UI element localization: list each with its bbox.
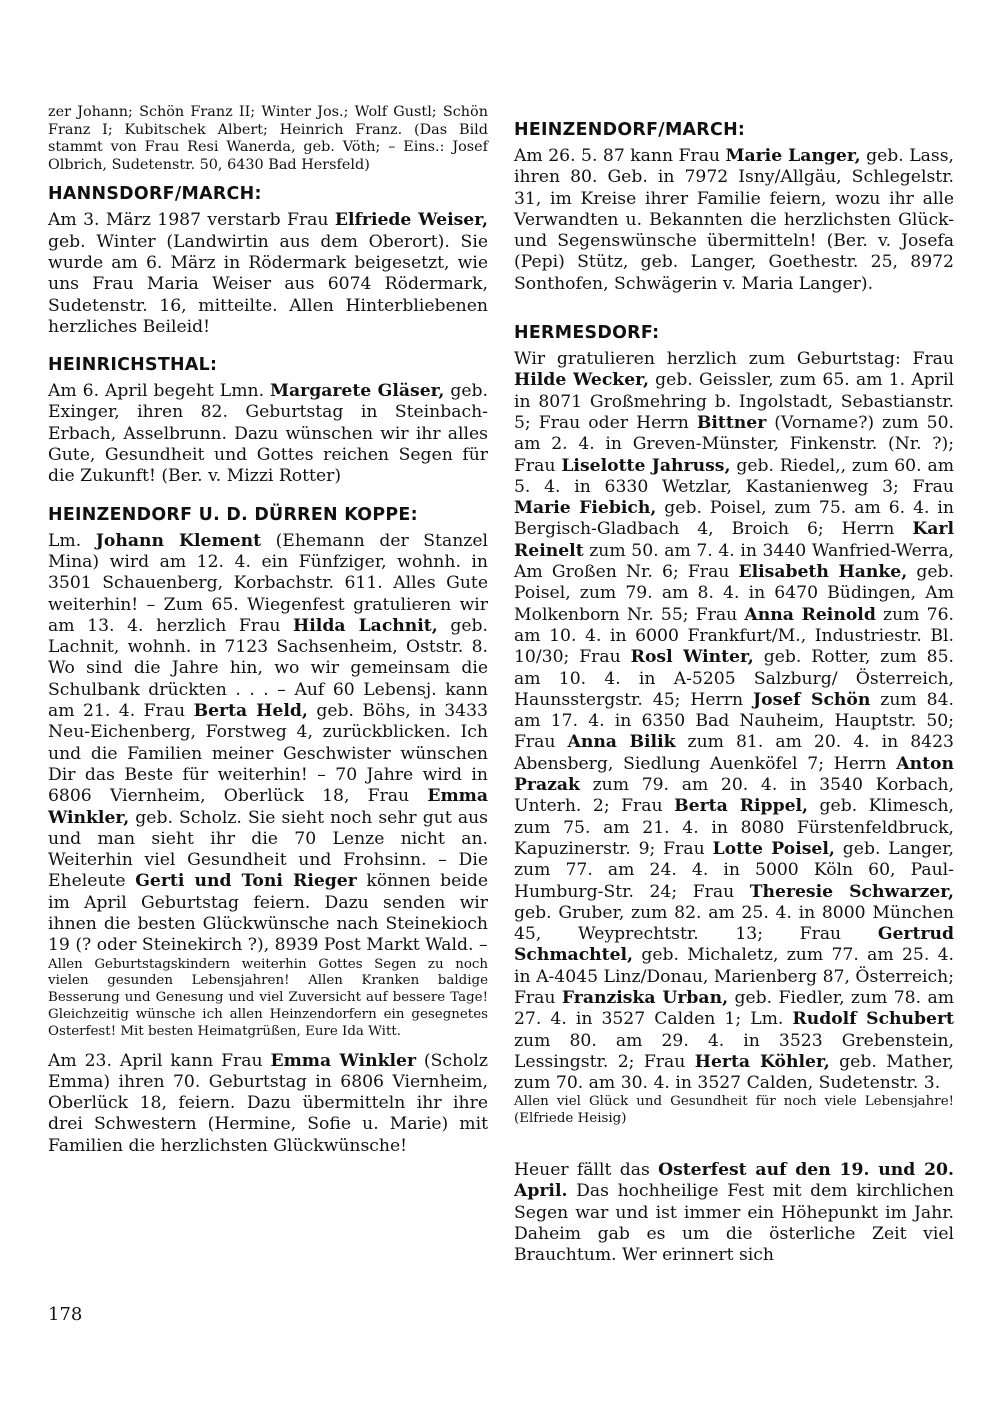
heinrichsthal-paragraph: Am 6. April begeht Lmn. Margarete Gläser, geb. Exinger, ihren 82. Geburtstag in Steinbach-Erbach, Asselbrunn. Dazu wünschen wir ihr alles Gute, Gesundheit und Gottes reichen Segen für die Zukunft! (Ber. v. Mizzi Rotter) [48, 381, 488, 487]
name-highlight: Bittner [696, 412, 767, 433]
hermesdorf-paragraph: Wir gratulieren herzlich zum Geburtstag: Frau Hilde Wecker, geb. Geissler, zum 65. am 1. April in 8071 Großmehring b. Ingolstadt, Sebastianstr. 5; Frau oder Herrn Bittner (Vorname?) zum 50. am 2. 4. in Greven-Münster, Finkenstr. (Nr. ?); Frau Liselotte Jahruss, geb. Riedel,, zum 60. am 5. 4. in 6330 Wetzlar, Kastanienweg 3; Frau Marie Fiebich, geb. Poisel, zum 75. am 6. 4. in Bergisch-Gladbach 4, Broich 6; Herrn Karl Reinelt zum 50. am 7. 4. in 3440 Wanfried-Werra, Am Großen Nr. 6; Frau Elisabeth Hanke, geb. Poisel, zum 79. am 8. 4. in 6470 Büdingen, Am Molkenborn Nr. 55; Frau Anna Reinold zum 76. am 10. 4. in 6000 Frankfurt/M., Industriestr. Bl. 10/30; Frau Rosl Winter, geb. Rotter, zum 85. am 10. 4. in A-5205 Salzburg/ Österreich, Haunsstergstr. 45; Herrn Josef Schön zum 84. am 17. 4. in 6350 Bad Nauheim, Hauptstr. 50; Frau Anna Bilik zum 81. am 20. 4. in 8423 Abensberg, Siedlung Auenköfel 7; Herrn Anton Prazak zum 79. am 20. 4. in 3540 Korbach, Unterh. 2; Frau Berta Rippel, geb. Klimesch, zum 75. am 21. 4. in 8080 Fürstenfeldbruck, Kapuzinerstr. 9; Frau Lotte Poisel, geb. Langer, zum 77. am 24. 4. in 5000 Köln 60, Paul-Humburg-Str. 24; Frau Theresie Schwarzer, geb. Gruber, zum 82. am 25. 4. in 8000 München 45, Weyprechtstr. 13; Frau Gertrud Schmachtel, geb. Michaletz, zum 77. am 25. 4. in A-4045 Linz/Donau, Marienberg 87, Österreich; Frau Franziska Urban, geb. Fiedler, zum 78. am 27. 4. in 3527 Calden 1; Lm. Rudolf Schubert zum 80. am 29. 4. in 3523 Grebenstein, Lessingstr. 2; Frau Herta Köhler, geb. Mather, zum 70. am 30. 4. in 3527 Calden, Sudetenstr. 3. [514, 349, 955, 1094]
name-highlight: Gertrud Schmachtel, [514, 924, 954, 966]
name-highlight: Emma Winkler [270, 1050, 416, 1071]
name-highlight: Rudolf Schubert [792, 1009, 954, 1030]
name-highlight: Hilde Wecker, [514, 370, 649, 391]
left-column [48, 104, 488, 1157]
heinzendorf-koppe-greeting: Allen Geburtstagskindern weiterhin Gottes Segen zu noch vielen gesunden Lebensjahren! Allen Kranken baldige Besserung und Genesung und viel Zuversicht auf bessere Tage! Gleichzeitig wünsche ich allen Heinzendorfern ein gesegnetes Osterfest! Mit besten Heimatgrüßen, Eure Ida Witt. [48, 956, 488, 1039]
name-highlight: Anton Prazak [514, 753, 954, 796]
section-heading-hannsdorf: HANNSDORF/MARCH: [48, 184, 262, 205]
name-highlight: Liselotte Jahruss, [561, 455, 731, 476]
heinzendorf-march-paragraph: Am 26. 5. 87 kann Frau Marie Langer, geb. Lass, ihren 80. Geb. in 7972 Isny/Allgäu, Schlegelstr. 31, im Kreise ihrer Familie feiern, wozu ihr alle Verwandten u. Bekannten die herzlichsten Glück- und Segenswünsche übermitteln! (Ber. v. Josefa (Pepi) Stütz, geb. Langer, Goethestr. 25, 8972 Sonthofen, Schwägerin v. Maria Langer). [514, 146, 954, 294]
photo-caption-continued: zer Johann; Schön Franz II; Winter Jos.; Wolf Gustl; Schön Franz I; Kubitschek Albert; Heinrich Franz. (Das Bild stammt von Frau Resi Wanerda, geb. Vöth; – Eins.: Josef Olbrich, Sudetenstr. 50, 6430 Bad Hersfeld) [48, 104, 488, 173]
section-heading-hermesdorf: HERMESDORF: [514, 323, 660, 344]
name-highlight: Hilda Lachnit, [293, 615, 438, 636]
name-highlight: Emma Winkler, [48, 786, 488, 828]
name-highlight: Elisabeth Hanke, [738, 562, 908, 583]
name-highlight: Berta Held, [193, 701, 308, 722]
section-heading-heinzendorf-march: HEINZENDORF/MARCH: [514, 120, 746, 140]
name-highlight: Berta Rippel, [674, 796, 809, 817]
name-highlight: Osterfest auf den 19. und 20. April. [514, 1160, 954, 1202]
section-heading-heinrichsthal: HEINRICHSTHAL: [48, 355, 218, 376]
hermesdorf-greeting: Allen viel Glück und Gesundheit für noch viele Lebensjahre! (Elfriede Heisig) [514, 1094, 954, 1127]
name-highlight: Franziska Urban, [561, 987, 729, 1008]
easter-paragraph: Heuer fällt das Osterfest auf den 19. und 20. April. Das hochheilige Fest mit dem kirchlichen Segen war und ist immer ein Höhepunkt im Jahr. Daheim gab es um die österliche Zeit viel Brauchtum. Wer erinnert sich [514, 1160, 954, 1266]
name-highlight: Marie Fiebich, [514, 498, 657, 519]
name-highlight: Gerti und Toni Rieger [135, 871, 357, 892]
name-highlight: Herta Köhler, [694, 1051, 830, 1072]
name-highlight: Johann Klement [95, 530, 262, 551]
hannsdorf-paragraph: Am 3. März 1987 verstarb Frau Elfriede Weiser, geb. Winter (Landwirtin aus dem Oberort). Sie wurde am 6. März in Rödermark beigesetzt, wie uns Frau Maria Weiser aus 6074 Rödermark, Sudetenstr. 16, mitteilte. Allen Hinterbliebenen herzliches Beileid! [48, 210, 488, 337]
name-highlight: Josef Schön [752, 689, 871, 710]
name-highlight: Lotte Poisel, [712, 838, 835, 859]
name-highlight: Marie Langer, [725, 146, 861, 166]
emma-winkler-paragraph: Am 23. April kann Frau Emma Winkler (Scholz Emma) ihren 70. Geburtstag in 6806 Viernheim, Oberlück 18, feiern. Dazu übermitteln ihr ihre drei Schwestern (Hermine, Sofie u. Marie) mit Familien die herzlichsten Glückwünsche! [48, 1050, 488, 1156]
section-heading-heinzendorf-koppe: HEINZENDORF U. D. DÜRREN KOPPE: [48, 504, 418, 525]
name-highlight: Elfriede Weiser, [334, 210, 488, 231]
heinzendorf-koppe-paragraph: Lm. Johann Klement (Ehemann der Stanzel Mina) wird am 12. 4. ein Fünfziger, wohnh. in 3501 Schauenberg, Korbachstr. 611. Alles Gute weiterhin! – Zum 65. Wiegenfest gratulieren wir am 13. 4. herzlich Frau Hilda Lachnit, geb. Lachnit, wohnh. in 7123 Sachsenheim, Oststr. 8. Wo sind die Jahre hin, wo wir gemeinsam die Schulbank drückten . . . – Auf 60 Lebensj. kann am 21. 4. Frau Berta Held, geb. Böhs, in 3433 Neu-Eichenberg, Forstweg 4, zurückblicken. Ich und die Familien meiner Geschwister wünschen Dir das Beste für weiterhin! – 70 Jahre wird in 6806 Viernheim, Oberlück 18, Frau Emma Winkler, geb. Scholz. Sie sieht noch sehr gut aus und man sieht ihr die 70 Lenze nicht an. Weiterhin viel Gesundheit und Frohsinn. – Die Eheleute Gerti und Toni Rieger können beide im April Geburtstag feiern. Dazu senden wir ihnen die besten Glückwünsche nach Steinekioch 19 (? oder Steinekirch ?), 8939 Post Markt Wald. – [48, 530, 488, 956]
name-highlight: Margarete Gläser, [269, 381, 445, 402]
name-highlight: Theresie Schwarzer, [749, 881, 954, 902]
name-highlight: Karl Reinelt [514, 519, 954, 561]
name-highlight: Rosl Winter, [630, 647, 754, 668]
page-number: 178 [48, 1304, 83, 1325]
name-highlight: Anna Bilik [567, 732, 676, 753]
right-column [514, 120, 954, 1267]
name-highlight: Anna Reinold [744, 604, 876, 625]
